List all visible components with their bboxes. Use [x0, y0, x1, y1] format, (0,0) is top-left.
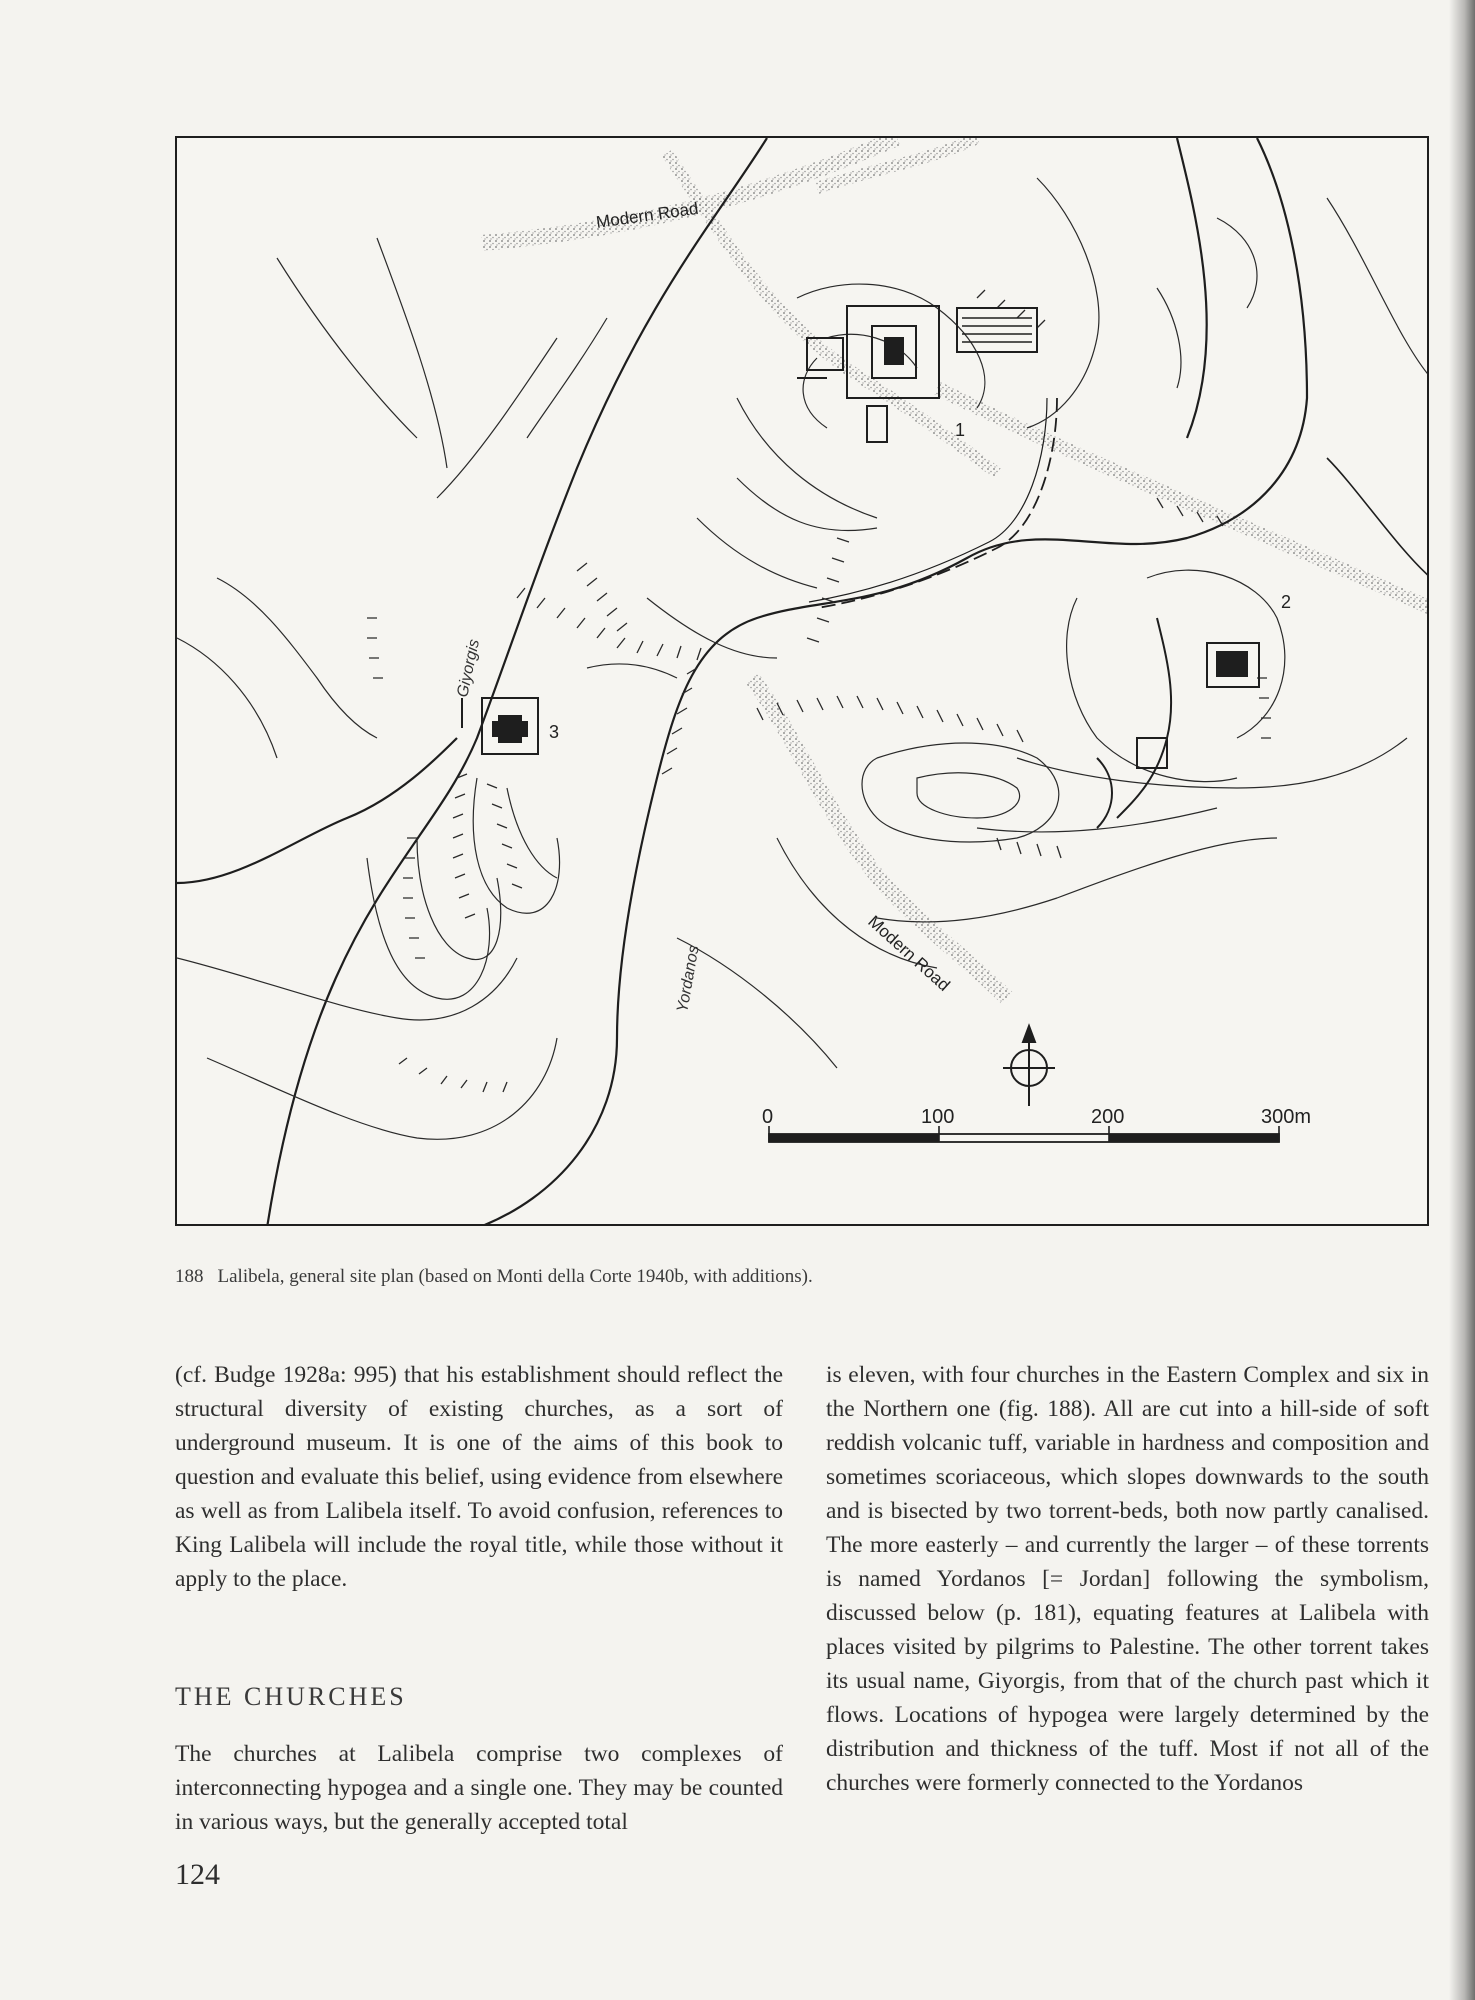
figure-caption-text: Lalibela, general site plan (based on Monti della Corte 1940b, with additions).	[217, 1266, 813, 1287]
church-number-1: 1	[955, 420, 966, 440]
page-number: 124	[175, 1858, 220, 1891]
scale-tick-200: 200	[1091, 1106, 1125, 1128]
site-plan-map	[177, 138, 1429, 1226]
body-paragraph: The churches at Lalibela comprise two complexes of interconnecting hypogea and a single one. They may be counted in various ways, but the generally accepted total	[175, 1741, 783, 1835]
scale-tick-300m: 300m	[1261, 1106, 1312, 1128]
modern-road-south	[752, 388, 1429, 998]
body-paragraph: is eleven, with four churches in the Eastern Complex and six in the Northern one (fig. 188). All are cut into a hill-side of soft reddish volcanic tuff, variable in hardness and composition and sometimes scoriaceous, which slopes downwards to the south and is bisected by two torrent-beds, both now partly canalised. The more easterly – and currently the larger – of these torrents is named Yordanos [= Jordan] following the symbolism, discussed below (p. 181), equating features at Lalibela with places visited by pilgrims to Palestine. The other torrent takes its usual name, Giyorgis, from that of the church past which it flows. Locations of hypogea were largely determined by the distribution and thickness of the tuff. Most if not all of the churches were formerly connected to the Yordanos	[826, 1362, 1429, 1796]
site-plan-figure	[175, 136, 1429, 1226]
body-paragraph: (cf. Budge 1928a: 995) that his establishment should reflect the structural diversity of existing churches, as a sort of underground museum. It is one of the aims of this book to question and evaluate this belief, using evidence from elsewhere as well as from Lalibela itself. To avoid confusion, references to King Lalibela will include the royal title, while those without it apply to the place.	[175, 1362, 783, 1592]
church-number-2: 2	[1281, 592, 1292, 612]
figure-number: 188	[175, 1266, 204, 1287]
page-gutter-shadow	[1449, 0, 1475, 2000]
section-heading: THE CHURCHES	[175, 1682, 407, 1711]
church-number-3: 3	[549, 722, 560, 742]
label-yordanos-torrent: Yordanos	[674, 944, 703, 1014]
right-column	[826, 1358, 1429, 1800]
scale-tick-100: 100	[921, 1106, 955, 1128]
church-complex-east	[1097, 618, 1259, 828]
figure-caption	[175, 1266, 813, 1288]
scale-tick-0: 0	[762, 1106, 774, 1128]
left-column-para-2	[175, 1737, 783, 1839]
label-modern-road-south: Modern Road	[864, 911, 954, 995]
scale-bar	[762, 1106, 1311, 1142]
north-arrow	[1003, 1026, 1055, 1106]
label-modern-road-north: Modern Road	[594, 198, 700, 232]
escarpment-hachures	[367, 290, 1271, 1092]
torrent-beds	[177, 138, 1429, 1226]
label-giyorgis-torrent: Giyorgis	[454, 637, 484, 699]
left-column-para-1	[175, 1358, 783, 1596]
